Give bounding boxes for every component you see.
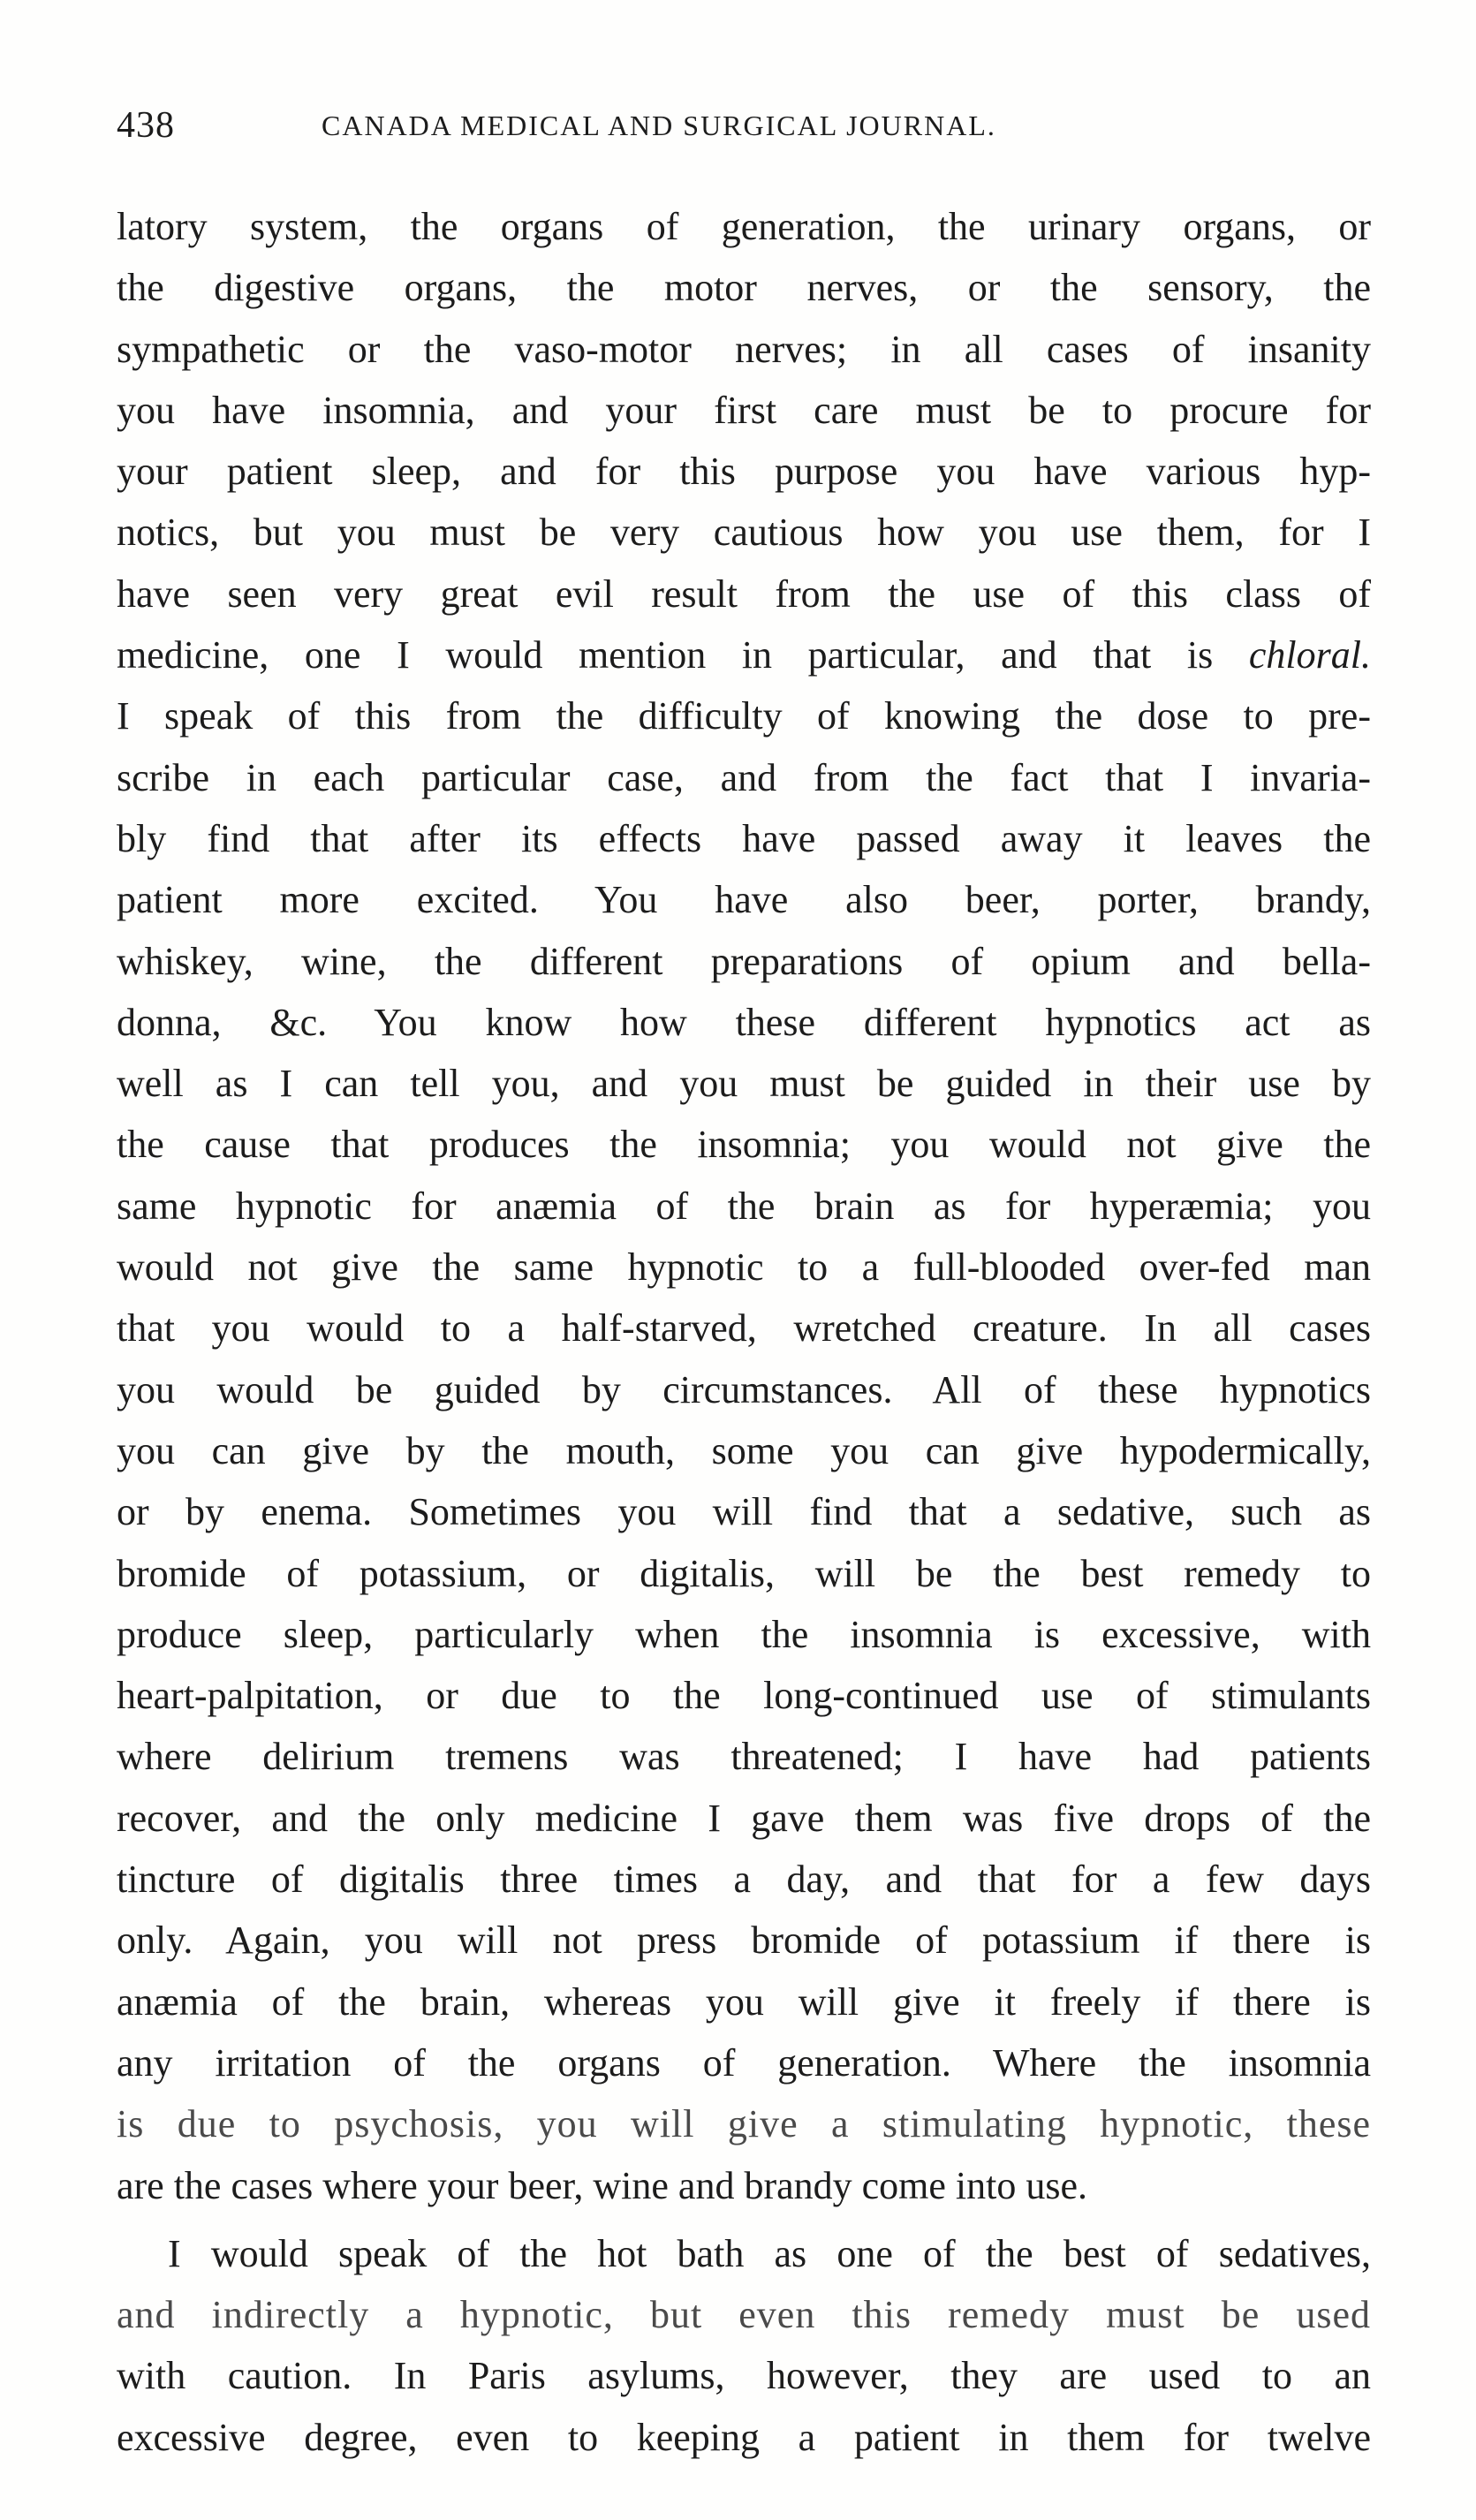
text-line: are the cases where your beer, wine and brandy come into use. xyxy=(117,2163,1088,2207)
text-line: with caution. In Paris asylums, however, they are used to an xyxy=(117,2354,1371,2398)
text-line: scribe in each particular case, and from the fact that I invaria- xyxy=(117,755,1371,799)
text-line: you would be guided by circumstances. All of these hypnotics xyxy=(117,1367,1371,1411)
text-line: tincture of digitalis three times a day, and that for a few days xyxy=(117,1858,1371,1902)
text-line: I speak of this from the difficulty of knowing the dose to pre- xyxy=(117,694,1371,738)
text-line: only. Again, you will not press bromide of potassium if there is xyxy=(117,1918,1371,1963)
text-line: bly find that after its effects have passed away it leaves the xyxy=(117,816,1371,860)
text-line: notics, but you must be very cautious how you use them, for I xyxy=(117,511,1371,555)
paragraph-2 xyxy=(117,2223,1371,2468)
body-text xyxy=(117,196,1371,2468)
text-line: would not give the same hypnotic to a full-blooded over-fed man xyxy=(117,1245,1371,1290)
text-line: any irritation of the organs of generation. Where the insomnia xyxy=(117,2040,1371,2085)
text-line: same hypnotic for anæmia of the brain as for hyperæmia; you xyxy=(117,1184,1371,1228)
journal-title: CANADA MEDICAL AND SURGICAL JOURNAL. xyxy=(322,110,996,141)
emphasis-chloral: chloral. xyxy=(1248,633,1371,677)
text-line: heart-palpitation, or due to the long-continued use of stimulants xyxy=(117,1674,1371,1718)
text-line: you can give by the mouth, some you can give hypodermically, xyxy=(117,1428,1371,1472)
text-line: that you would to a half-starved, wretched creature. In all cases xyxy=(117,1306,1371,1351)
text-line: recover, and the only medicine I gave them was five drops of the xyxy=(117,1796,1371,1840)
page-number: 438 xyxy=(117,105,175,146)
text-line: donna, &c. You know how these different hypnotics act as xyxy=(117,1000,1371,1044)
text-line: you have insomnia, and your first care must be to procure for xyxy=(117,388,1371,432)
text-line: the cause that produces the insomnia; you would not give the xyxy=(117,1123,1371,1167)
text-line: produce sleep, particularly when the insomnia is excessive, with xyxy=(117,1612,1371,1656)
text-line: and indirectly a hypnotic, but even this remedy must be used xyxy=(117,2293,1371,2337)
text-line: latory system, the organs of generation, the urinary organs, or xyxy=(117,205,1371,248)
text-line: patient more excited. You have also beer, porter, brandy, xyxy=(117,878,1371,922)
text-line: anæmia of the brain, whereas you will give it freely if there is xyxy=(117,1979,1371,2024)
text-line: medicine, one I would mention in particular, and that is chloral. xyxy=(117,633,1371,677)
text-line: excessive degree, even to keeping a patient in them for twelve xyxy=(117,2415,1371,2459)
text-line: bromide of potassium, or digitalis, will be the best remedy to xyxy=(117,1551,1371,1595)
text-line: your patient sleep, and for this purpose you have various hyp- xyxy=(117,450,1371,494)
text-line: is due to psychosis, you will give a stimulating hypnotic, these xyxy=(117,2102,1371,2146)
running-head xyxy=(117,104,1371,157)
text-line: well as I can tell you, and you must be guided in their use by xyxy=(117,1062,1371,1106)
text-line: where delirium tremens was threatened; I have had patients xyxy=(117,1735,1371,1779)
text-line: I would speak of the hot bath as one of the best of sedatives, xyxy=(168,2231,1371,2275)
text-line: or by enema. Sometimes you will find that a sedative, such as xyxy=(117,1490,1371,1534)
paragraph-1 xyxy=(117,196,1371,2216)
text-line: have seen very great evil result from the use of this class of xyxy=(117,571,1371,616)
text-line: sympathetic or the vaso-motor nerves; in all cases of insanity xyxy=(117,327,1371,371)
text-line: whiskey, wine, the different preparations of opium and bella- xyxy=(117,939,1371,983)
text-line: the digestive organs, the motor nerves, or the sensory, the xyxy=(117,266,1371,310)
